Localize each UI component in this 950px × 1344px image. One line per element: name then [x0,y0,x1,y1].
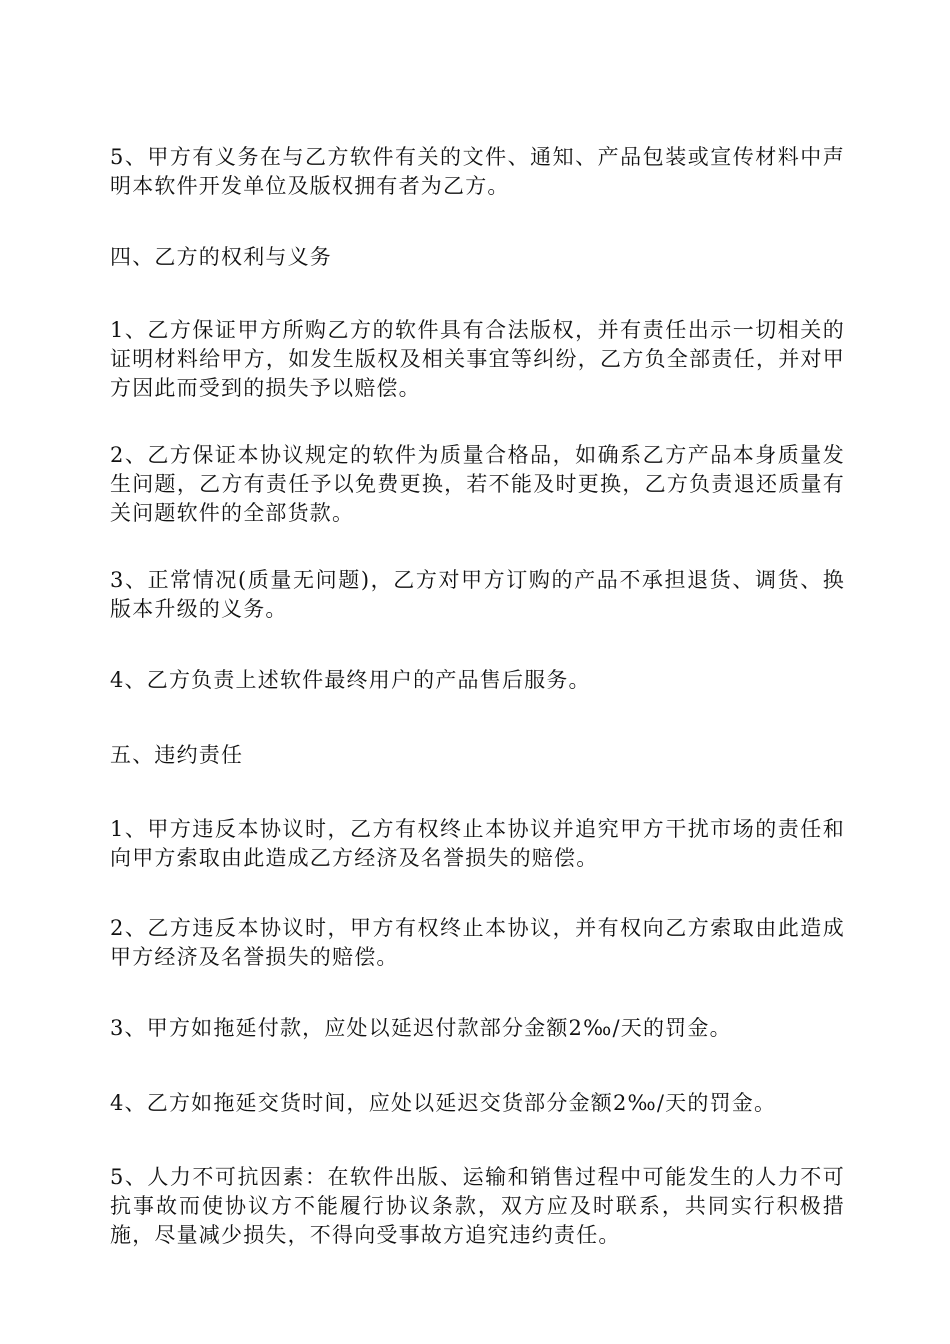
clause-3-5: 5、甲方有义务在与乙方软件有关的文件、通知、产品包装或宣传材料中声明本软件开发单位及版权拥有者为乙方。 [110,145,845,198]
section-heading-5: 五、违约责任 [110,743,244,767]
clause-5-2: 2、乙方违反本协议时，甲方有权终止本协议，并有权向乙方索取由此造成甲方经济及名誉损失的赔偿。 [110,916,845,969]
clause-5-3: 3、甲方如拖延付款，应处以延迟付款部分金额2‰/天的罚金。 [110,1016,732,1040]
clause-4-4: 4、乙方负责上述软件最终用户的产品售后服务。 [110,668,591,692]
clause-4-1: 1、乙方保证甲方所购乙方的软件具有合法版权，并有责任出示一切相关的证明材料给甲方，如发生版权及相关事宜等纠纷，乙方负全部责任，并对甲方因此而受到的损失予以赔偿。 [110,318,845,400]
clause-5-1: 1、甲方违反本协议时，乙方有权终止本协议并追究甲方干扰市场的责任和向甲方索取由此造成乙方经济及名誉损失的赔偿。 [110,817,845,870]
clause-5-4: 4、乙方如拖延交货时间，应处以延迟交货部分金额2‰/天的罚金。 [110,1091,777,1115]
clause-5-5: 5、人力不可抗因素：在软件出版、运输和销售过程中可能发生的人力不可抗事故而使协议方不能履行协议条款，双方应及时联系，共同实行积极措施，尽量减少损失，不得向受事故方追究违约责任。 [110,1165,845,1247]
section-heading-4: 四、乙方的权利与义务 [110,245,332,269]
clause-4-2: 2、乙方保证本协议规定的软件为质量合格品，如确系乙方产品本身质量发生问题，乙方有责任予以免费更换，若不能及时更换，乙方负责退还质量有关问题软件的全部货款。 [110,443,845,525]
clause-4-3: 3、正常情况(质量无问题)，乙方对甲方订购的产品不承担退货、调货、换版本升级的义务。 [110,568,845,621]
document-page [110,0,845,1344]
